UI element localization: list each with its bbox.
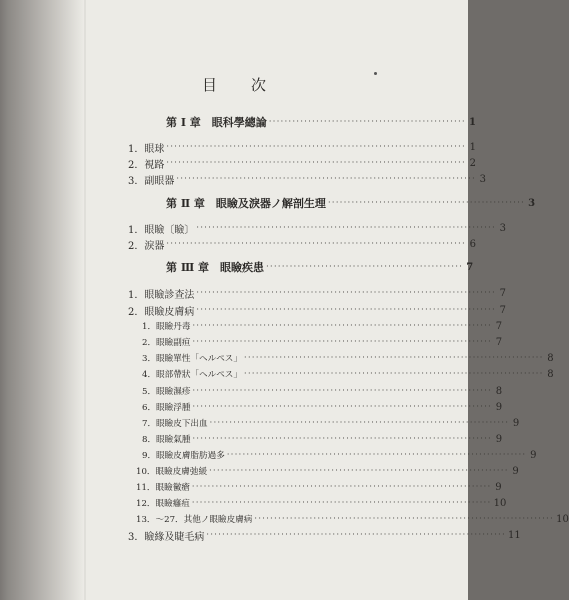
toc-label: 2．視路 [128,159,165,171]
toc-label: 3．副眼器 [128,175,175,187]
toc-leader: ············································································ [196,288,497,297]
toc-entry [0,220,507,236]
toc-subentry [0,334,503,350]
toc-page-number: 10 [493,497,507,509]
toc-entry [0,302,507,318]
toc-leader: ············································································ [244,353,544,362]
toc-page-number: 11 [508,529,521,541]
toc-leader: ············································································ [191,482,492,491]
toc-leader: ············································································ [192,386,493,395]
toc-label: 8．眼瞼氣腫 [142,435,191,445]
toc-leader: ············································································ [196,305,497,314]
toc-label: 11．眼瞼黴瘡 [136,483,190,493]
toc-entry-chapter [0,114,476,130]
toc-label: 13．～27．其他ノ眼瞼皮膚病 [136,515,253,525]
toc-leader: ············································································ [226,450,527,459]
toc-leader: ············································································ [166,239,467,248]
toc-leader: ············································································ [166,158,467,167]
toc-label: 第 Ⅲ 章 眼瞼疾患 [166,261,265,274]
toc-subentry [0,431,503,447]
toc-page-number: 3 [499,222,507,234]
toc-page-number: 9 [495,433,503,445]
toc-leader: ············································································ [196,223,497,232]
toc-label: 9．眼瞼皮膚脂肪過多 [142,451,225,461]
toc-leader: ············································································ [206,530,507,539]
toc-label: 1．眼瞼丹毒 [142,322,191,332]
toc-subentry [0,447,537,463]
toc-page-number: 3 [528,197,536,209]
toc-label: 2．眼瞼皮膚病 [128,306,195,318]
toc-page-number: 8 [547,352,554,364]
toc-page-number: 7 [466,261,474,273]
toc-page-number: 9 [530,449,537,461]
toc-entry [0,527,521,543]
toc-leader: ·················································· [327,198,526,207]
toc-subentry [0,415,520,431]
toc-leader: ·················································· [268,117,466,126]
toc-label: 1．眼瞼診查法 [128,289,195,301]
toc-leader: ············································································ [192,337,493,346]
ink-speck [374,72,377,75]
toc-label: 第 Ⅱ 章 眼瞼及淚器ノ解剖生理 [166,197,326,210]
toc-page-number: 8 [495,385,503,397]
toc-page-number: 3 [479,173,487,185]
toc-label: 12．眼瞼癰疽 [136,499,190,509]
toc-subentry [0,366,554,382]
toc-page-number: 6 [469,238,477,250]
toc-page-number: 1 [469,116,476,128]
toc-label: 10．眼瞼皮膚弛緩 [136,467,208,477]
toc-label: 6．眼瞼浮腫 [142,403,191,413]
page-title-char-1: 目 [201,76,217,94]
toc-label: 2．眼瞼副疸 [142,338,191,348]
toc-entry-chapter [0,195,536,211]
page-title [0,74,468,95]
toc-leader: ············································································ [254,514,555,523]
toc-subentry [0,399,503,415]
toc-label: 1．眼球 [128,143,165,155]
toc-page-number: 9 [512,465,519,477]
toc-leader: ············································································ [192,402,493,411]
toc-entry [0,285,507,301]
toc-subentry [0,350,554,366]
toc-subentry [0,511,569,527]
toc-leader: ·················································· [266,262,464,271]
toc-label: 5．眼瞼濕疹 [142,387,191,397]
toc-leader: ············································································ [209,466,509,475]
toc-subentry [0,479,502,495]
toc-entry [0,236,477,252]
toc-page-number: 9 [495,481,502,493]
toc-subentry [0,495,507,511]
toc-page-number: 9 [512,417,520,429]
toc-leader: ············································································ [191,498,492,507]
toc-label: 7．眼瞼皮下出血 [142,419,208,429]
toc-leader: ············································································ [244,369,544,378]
toc-subentry [0,463,519,479]
toc-page-number: 1 [469,141,477,153]
toc-page-number: 7 [499,304,507,316]
toc-label: 4．眼部帶狀「ヘルペス」 [142,370,242,380]
toc-label: 3．眼瞼單性「ヘルペス」 [142,354,242,364]
toc-label: 2．淚器 [128,240,165,252]
toc-label: 第 Ⅰ 章 眼科學總論 [166,116,267,129]
toc-entry [0,139,477,155]
toc-page-number: 7 [495,336,503,348]
toc-subentry [0,318,503,334]
page-title-char-2: 次 [251,76,267,94]
toc-label: 3．瞼緣及睫毛病 [128,531,205,543]
toc-page-number: 7 [499,287,507,299]
toc-leader: ············································································ [192,434,493,443]
toc-leader: ············································································ [166,142,467,151]
toc-leader: ············································································ [209,418,510,427]
toc-page-number: 10 [556,513,569,525]
toc-entry-chapter [0,259,474,275]
toc-entry [0,171,487,187]
toc-entry [0,155,477,171]
toc-page-number: 9 [495,401,503,413]
toc-leader: ············································································ [176,174,477,183]
toc-subentry [0,383,503,399]
toc-label: 1．眼瞼〔瞼〕 [128,224,195,236]
toc-leader: ············································································ [192,321,493,330]
toc-page-number: 7 [495,320,503,332]
toc-page-number: 8 [547,368,554,380]
toc-page-number: 2 [469,157,477,169]
